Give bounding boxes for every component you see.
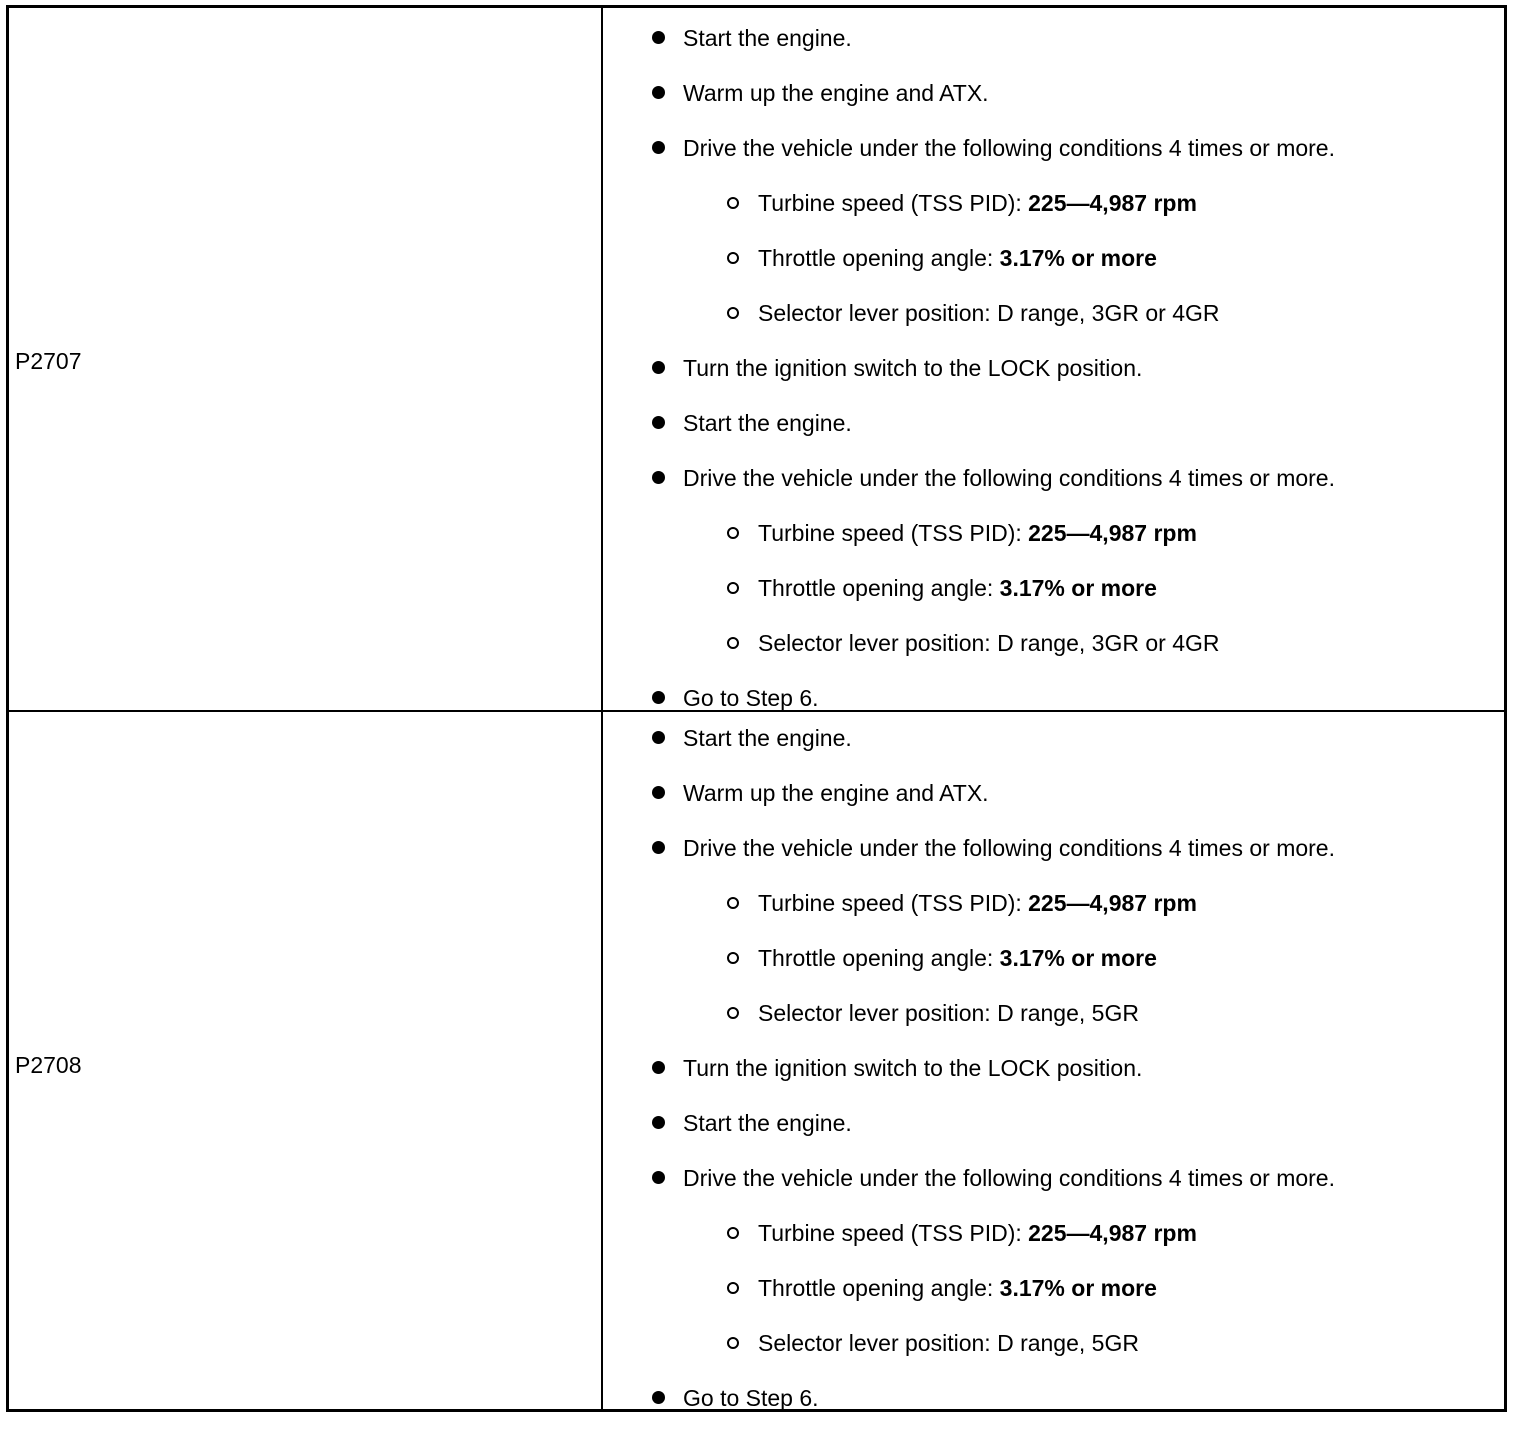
step-text-plain: Go to Step 6. (683, 685, 819, 711)
step-text-plain: Turn the ignition switch to the LOCK position. (683, 1055, 1143, 1081)
step-value-bold: 3.17% or more (999, 945, 1157, 971)
hollow-bullet-icon (727, 952, 739, 964)
list-item (603, 1156, 1504, 1211)
sub-list-item (603, 936, 1504, 991)
bullet-icon (652, 86, 665, 99)
step-text (758, 1275, 1157, 1301)
list-item (603, 456, 1504, 511)
list-item (603, 1101, 1504, 1156)
step-text (758, 575, 1157, 601)
table-row (9, 8, 1504, 712)
list-item (603, 716, 1504, 771)
sub-list-item (603, 291, 1504, 346)
step-text (683, 780, 989, 806)
dtc-code-cell: P2708 (15, 1052, 82, 1078)
bullet-icon (652, 471, 665, 484)
step-text-plain: Go to Step 6. (683, 1385, 819, 1411)
bullet-icon (652, 786, 665, 799)
procedure-steps-list (603, 716, 1504, 1431)
step-text-plain: Turn the ignition switch to the LOCK position. (683, 355, 1143, 381)
step-text (683, 135, 1335, 161)
table-row (9, 712, 1504, 1409)
dtc-code-cell: P2707 (15, 348, 82, 374)
procedure-steps-list (603, 16, 1504, 731)
hollow-bullet-icon (727, 252, 739, 264)
step-text (758, 945, 1157, 971)
sub-list-item (603, 1211, 1504, 1266)
list-item (603, 826, 1504, 881)
step-text (683, 465, 1335, 491)
step-value-bold: 225—4,987 rpm (1028, 890, 1197, 916)
sub-list-item (603, 1321, 1504, 1376)
bullet-icon (652, 1391, 665, 1404)
step-text-plain: Throttle opening angle: (758, 575, 1000, 601)
sub-list-item (603, 181, 1504, 236)
step-text (683, 25, 852, 51)
step-text (683, 80, 989, 106)
sub-list-item (603, 881, 1504, 936)
step-text-plain: Selector lever position: D range, 3GR or 4GR (758, 300, 1220, 326)
list-item (603, 126, 1504, 181)
hollow-bullet-icon (727, 1282, 739, 1294)
step-value-bold: 225—4,987 rpm (1028, 520, 1197, 546)
hollow-bullet-icon (727, 897, 739, 909)
step-text-plain: Throttle opening angle: (758, 945, 1000, 971)
bullet-icon (652, 416, 665, 429)
step-text-plain: Selector lever position: D range, 5GR (758, 1000, 1139, 1026)
list-item (603, 346, 1504, 401)
step-text (758, 300, 1219, 326)
step-text-plain: Drive the vehicle under the following conditions 4 times or more. (683, 835, 1335, 861)
step-text-plain: Drive the vehicle under the following conditions 4 times or more. (683, 465, 1335, 491)
step-text-plain: Drive the vehicle under the following conditions 4 times or more. (683, 1165, 1335, 1191)
bullet-icon (652, 1061, 665, 1074)
hollow-bullet-icon (727, 1227, 739, 1239)
list-item (603, 401, 1504, 456)
hollow-bullet-icon (727, 637, 739, 649)
step-text (758, 245, 1157, 271)
sub-list-item (603, 991, 1504, 1046)
step-text-plain: Start the engine. (683, 1110, 852, 1136)
sub-list-item (603, 236, 1504, 291)
sub-list-item (603, 1266, 1504, 1321)
bullet-icon (652, 141, 665, 154)
step-text-plain: Start the engine. (683, 25, 852, 51)
step-text-plain: Selector lever position: D range, 3GR or 4GR (758, 630, 1220, 656)
step-text (758, 1220, 1197, 1246)
hollow-bullet-icon (727, 1337, 739, 1349)
step-text (758, 630, 1219, 656)
step-text (683, 685, 819, 711)
list-item (603, 1046, 1504, 1101)
step-text-plain: Throttle opening angle: (758, 1275, 1000, 1301)
bullet-icon (652, 361, 665, 374)
step-value-bold: 225—4,987 rpm (1028, 1220, 1197, 1246)
step-text (758, 1330, 1139, 1356)
step-text (683, 1385, 819, 1411)
step-text-plain: Warm up the engine and ATX. (683, 80, 989, 106)
bullet-icon (652, 731, 665, 744)
list-item (603, 71, 1504, 126)
bullet-icon (652, 691, 665, 704)
step-text (683, 835, 1335, 861)
hollow-bullet-icon (727, 197, 739, 209)
step-text-plain: Turbine speed (TSS PID): (758, 890, 1029, 916)
step-text (683, 1165, 1335, 1191)
step-text (758, 1000, 1139, 1026)
hollow-bullet-icon (727, 527, 739, 539)
list-item (603, 1376, 1504, 1431)
sub-list-item (603, 621, 1504, 676)
bullet-icon (652, 31, 665, 44)
step-text-plain: Warm up the engine and ATX. (683, 780, 989, 806)
step-value-bold: 3.17% or more (999, 1275, 1157, 1301)
step-text-plain: Start the engine. (683, 725, 852, 751)
step-text (683, 1055, 1142, 1081)
sub-list-item (603, 566, 1504, 621)
step-text-plain: Turbine speed (TSS PID): (758, 1220, 1029, 1246)
step-text (758, 890, 1197, 916)
step-text (758, 520, 1197, 546)
bullet-icon (652, 1171, 665, 1184)
step-text-plain: Throttle opening angle: (758, 245, 1000, 271)
bullet-icon (652, 841, 665, 854)
step-text (683, 725, 852, 751)
hollow-bullet-icon (727, 1007, 739, 1019)
bullet-icon (652, 1116, 665, 1129)
step-text-plain: Turbine speed (TSS PID): (758, 190, 1029, 216)
step-text (683, 410, 852, 436)
step-value-bold: 3.17% or more (999, 575, 1157, 601)
hollow-bullet-icon (727, 582, 739, 594)
dtc-procedure-table (6, 5, 1507, 1412)
step-text-plain: Turbine speed (TSS PID): (758, 520, 1029, 546)
step-text (683, 1110, 852, 1136)
step-text-plain: Start the engine. (683, 410, 852, 436)
list-item (603, 771, 1504, 826)
step-value-bold: 225—4,987 rpm (1028, 190, 1197, 216)
step-text-plain: Drive the vehicle under the following conditions 4 times or more. (683, 135, 1335, 161)
list-item (603, 16, 1504, 71)
step-text-plain: Selector lever position: D range, 5GR (758, 1330, 1139, 1356)
sub-list-item (603, 511, 1504, 566)
hollow-bullet-icon (727, 307, 739, 319)
step-text (758, 190, 1197, 216)
step-value-bold: 3.17% or more (999, 245, 1157, 271)
step-text (683, 355, 1142, 381)
